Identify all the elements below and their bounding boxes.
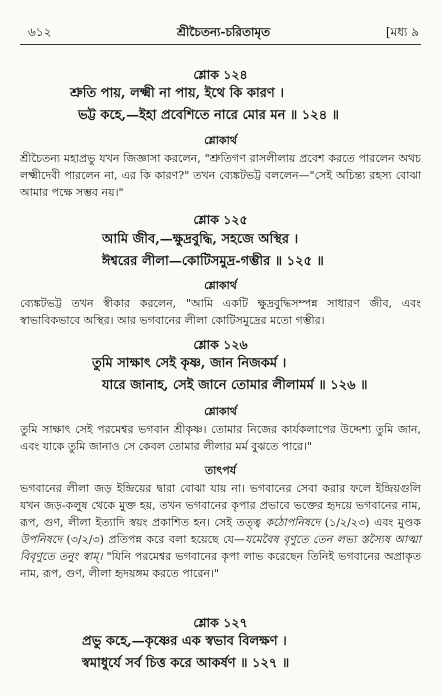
purport-text-d: "যিনি পরমেশ্বর ভগবানের কৃপা লাভ করেছেন তিনিই ভগবানের অপ্রাকৃত নাম, রূপ, গুণ, লীলা হৃদয়ঙ্গম করতে পারেন।" (20, 550, 421, 580)
page-header (28, 24, 419, 42)
chapter-marker: [মধ্য ৯ (385, 25, 419, 39)
translation-125: ব্যেঙ্কটভট্ট তখন স্বীকার করলেন, "আমি একটি ক্ষুদ্রবুদ্ধিসম্পন্ন সাধারণ জীব, এবং স্বাভাবিকভাবে অস্থির। আর ভগবানের লীলা কোটিসমুদ্রের মতো গম্ভীর। (20, 297, 421, 327)
sloka-heading-125: শ্লোক ১২৫ (193, 212, 248, 227)
purport-text-c: (৩/২/৩) প্রতিপন্ন করে বলা হয়েছে যে— (62, 533, 245, 546)
verse-124-line-1: শ্রুতি পায়, লক্ষ্মী না পায়, ইথে কি কারণ । (70, 86, 284, 101)
purport-text-b: (১/২/২৩) এবং মুণ্ডক (320, 516, 422, 529)
verse-125-line-2: ঈশ্বরের লীলা—কোটিসমুদ্র-গম্ভীর ॥ ১২৫ ॥ (102, 254, 324, 269)
translation-124: শ্রীচৈতন্য মহাপ্রভু যখন জিজ্ঞাসা করলেন, "শ্রুতিগণ রাসলীলায় প্রবেশ করতে পারলেন অথচ লক্ষ্মীদেবী পারলেন না, এর কি কারণ?" তখন ব্যেঙ্কটভট্ট বললেন—"সেই অচিন্ত্য রহস্য বোঝা আমার পক্ষে সম্ভব নয়।" (20, 152, 421, 199)
verse-124-line-2: ভট্ট কহে,—ইহা প্রবেশিতে নারে মোর মন ॥ ১২৪ ॥ (78, 108, 340, 123)
verse-125-line-1: আমি জীব,—ক্ষুদ্রবুদ্ধি, সহজে অস্থির । (102, 232, 299, 247)
verse-126-line-1: তুমি সাক্ষাৎ সেই কৃষ্ণ, জান নিজকর্ম । (92, 356, 287, 371)
header-rule (20, 44, 421, 45)
purport-source-mundaka: উপনিষদে (20, 533, 63, 546)
purport-paragraph (20, 480, 421, 582)
purport-source-katha: কঠোপনিষদে (265, 516, 321, 529)
translation-label-125: শ্লোকার্থ (204, 279, 237, 292)
purport-label: তাৎপর্য (204, 464, 237, 477)
purport-text-a: ভগবানের লীলা জড় ইন্দ্রিয়ের দ্বারা বোঝা যায় না। ভগবানের সেবা করার ফলে ইন্দ্রিয়গুলি যখন জড়-কলুষ থেকে মুক্ত হয়, তখন ভগবানের কৃপার প্রভাবে ভক্তের হৃদয়ে ভগবানের নাম, রূপ, গুণ, লীলা ইত্যাদি স্বয়ং প্রকাশিত হন। সেই তত্ত্ব (20, 482, 421, 529)
verse-126-line-2: যারে জানাহ, সেই জানে তোমার লীলামর্ম ॥ ১২৬ ॥ (102, 378, 368, 393)
translation-label-124: শ্লোকার্থ (204, 134, 237, 147)
verse-127-line-1: প্রভু কহে,—কৃষ্ণের এক স্বভাব বিলক্ষণ । (82, 634, 287, 649)
translation-label-126: শ্লোকার্থ (204, 405, 237, 418)
translation-126: তুমি সাক্ষাৎ সেই পরমেশ্বর ভগবান শ্রীকৃষ্ণ। তোমার নিজের কার্যকলাপের উদ্দেশ্য তুমি জান, এবং যাকে তুমি জানাও সে কেবল তোমার লীলার মর্ম বুঝতে পারে।" (20, 423, 421, 453)
sloka-heading-124: শ্লোক ১২৪ (193, 67, 248, 82)
sloka-heading-127: শ্লোক ১২৭ (193, 615, 248, 630)
running-title: শ্রীচৈতন্য-চরিতামৃত (176, 25, 271, 39)
verse-127-line-2: স্বমাধুর্যে সর্ব চিত্ত করে আকর্ষণ ॥ ১২৭ ॥ (82, 656, 290, 671)
purport-quote: যমেবৈষ বৃণুতে তেন লভ্য স্তস্যৈষ আত্মা বিবৃণুতে তনুং স্বাম্। (20, 533, 421, 563)
page-number: ৬১২ (28, 25, 52, 39)
sloka-heading-126: শ্লোক ১২৬ (193, 337, 248, 352)
